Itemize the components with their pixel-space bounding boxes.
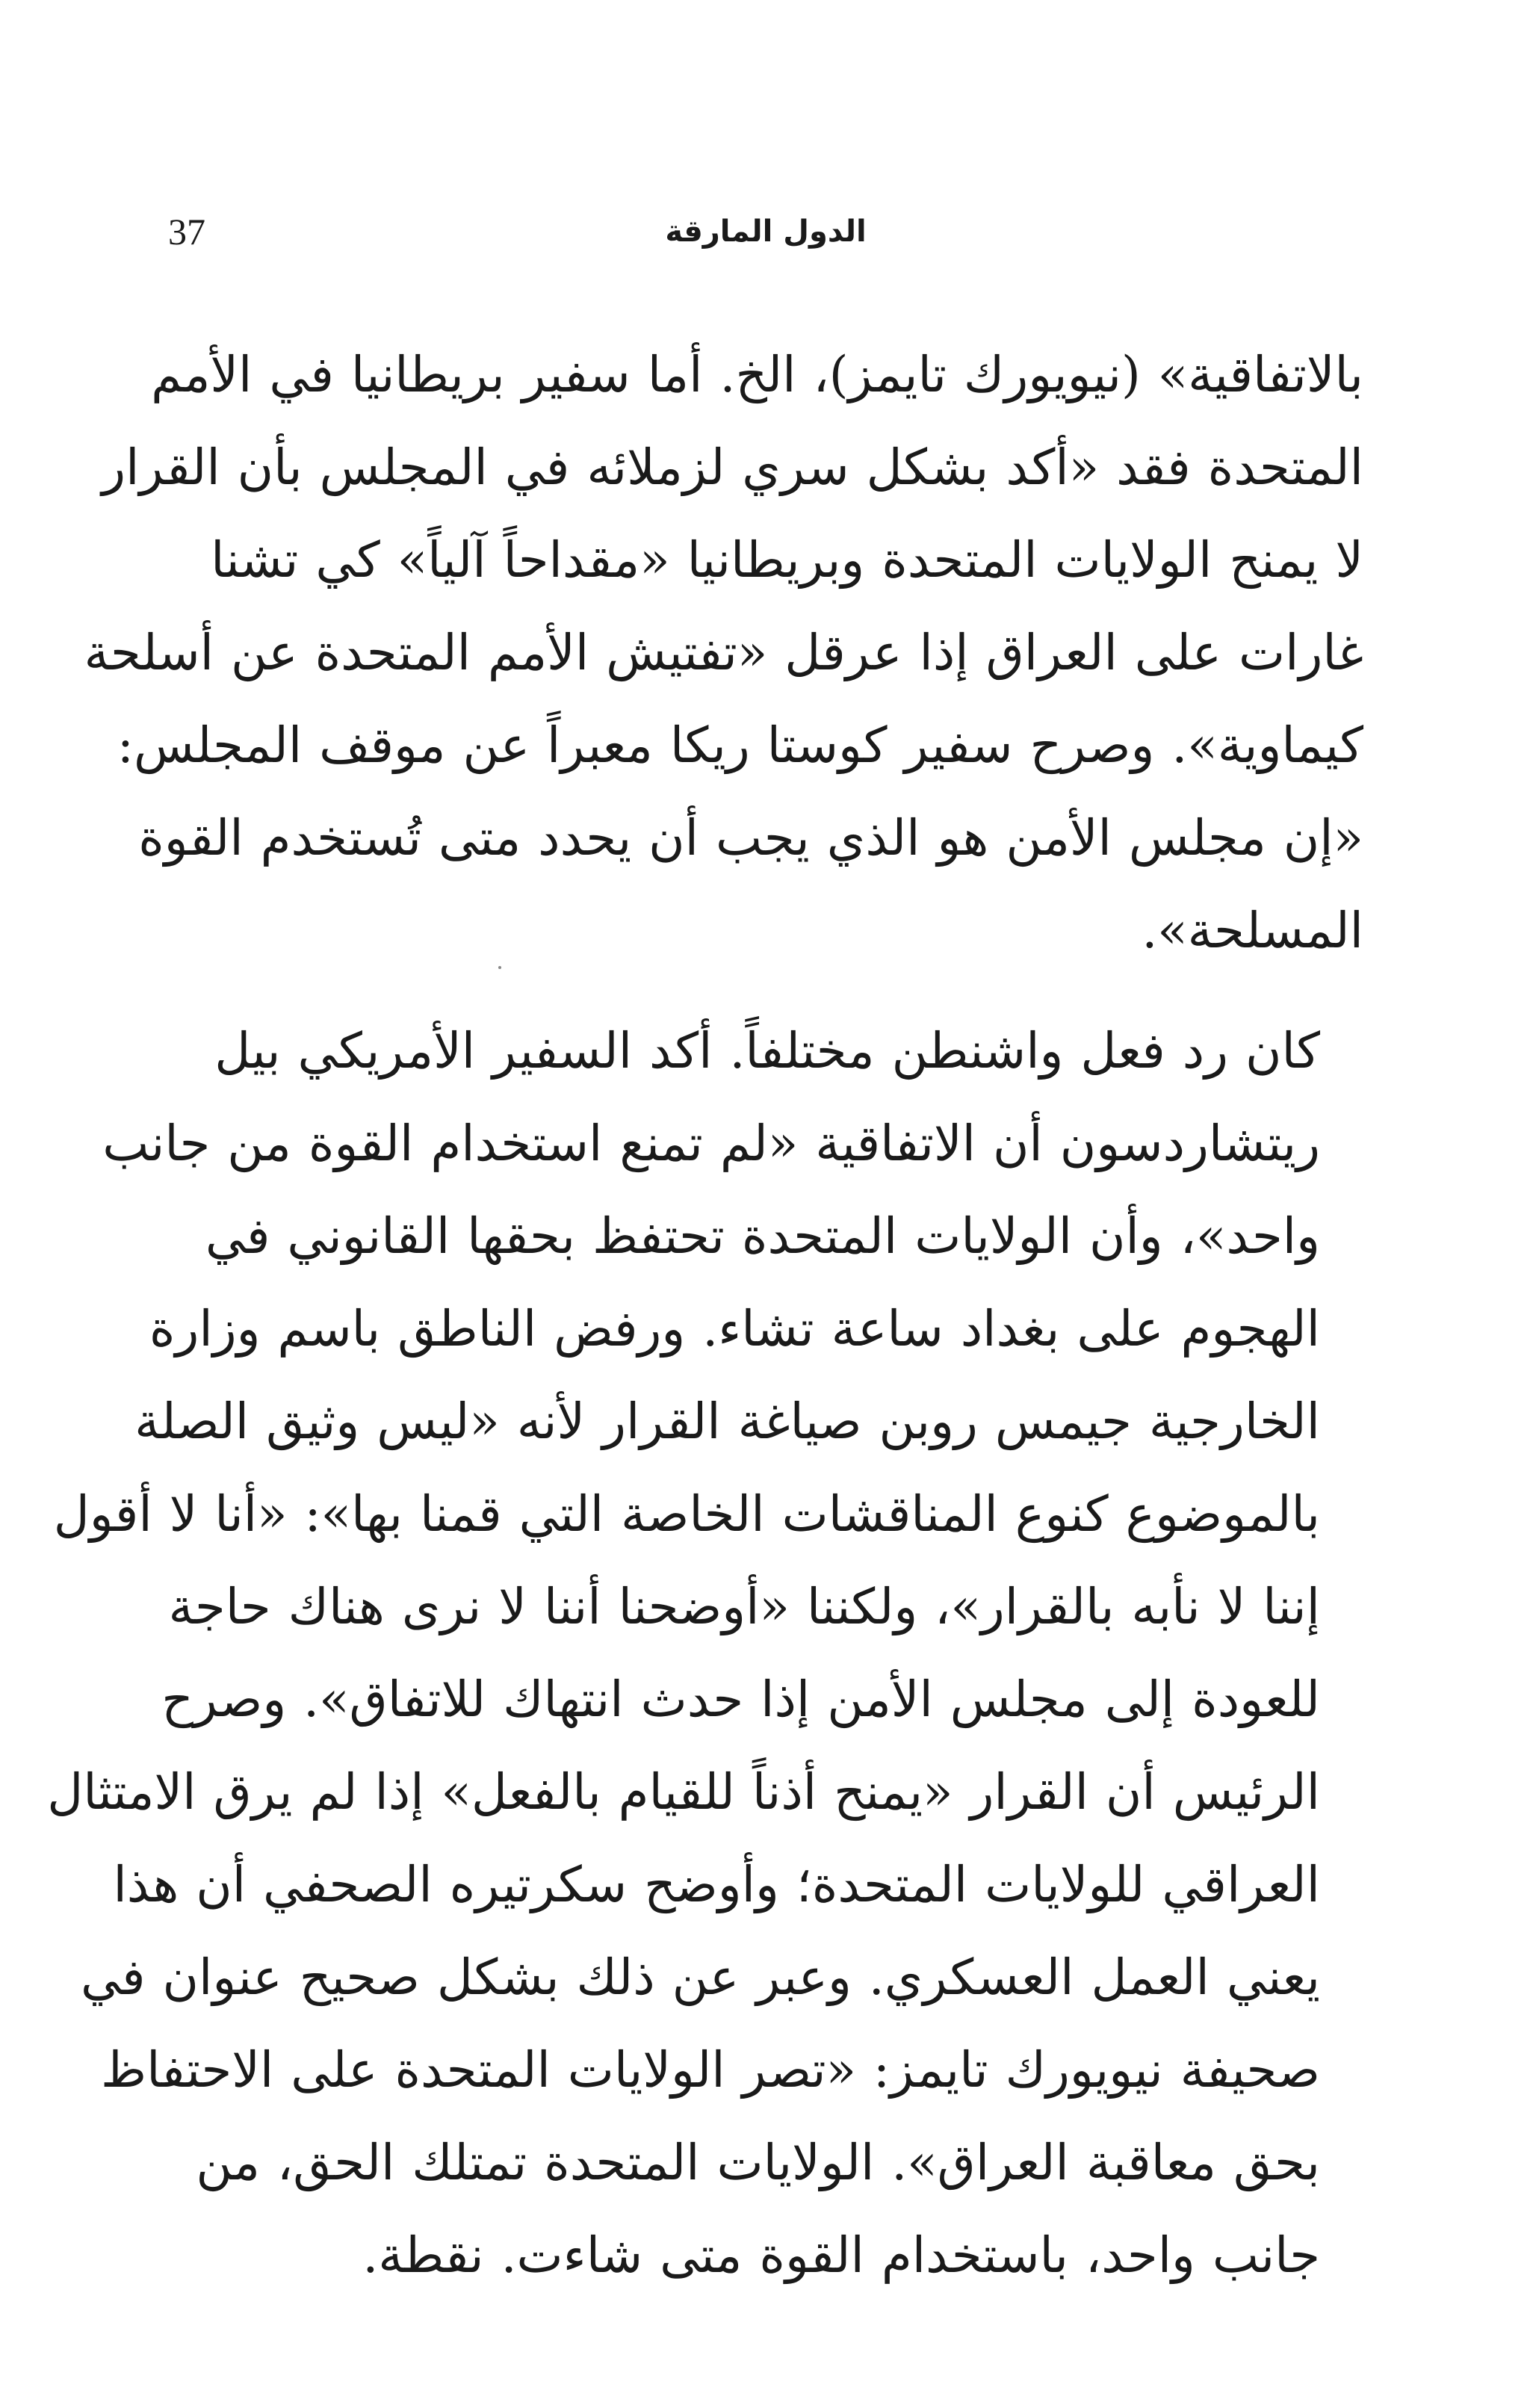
text-line: يعني العمل العسكري. وعبر عن ذلك بشكل صحيح عنوان في [81,1949,1320,2006]
text-line: إننا لا نأبه بالقرار»، ولكننا «أوضحنا أننا لا نرى هناك حاجة [168,1578,1320,1635]
text-line: كيماوية». وصرح سفير كوستا ريكا معبراً عن موقف المجلس: [117,716,1363,774]
text-line: المتحدة فقد «أكد بشكل سري لزملائه في المجلس بأن القرار [102,439,1363,496]
page-header [168,202,1363,261]
text-line: بحق معاقبة العراق». الولايات المتحدة تمتلك الحق، من [196,2134,1320,2191]
text-line: الخارجية جيمس روبن صياغة القرار لأنه «ليس وثيق الصلة [134,1393,1320,1450]
page-number: 37 [168,211,205,253]
text-line: الهجوم على بغداد ساعة تشاء. ورفض الناطق باسم وزارة [149,1300,1320,1358]
text-line: ريتشاردسون أن الاتفاقية «لم تمنع استخدام القوة من جانب [102,1115,1320,1172]
text-line: جانب واحد، باستخدام القوة متى شاءت. نقطة. [362,2226,1320,2284]
text-line: العراقي للولايات المتحدة؛ وأوضح سكرتيره الصحفي أن هذا [113,1856,1320,1913]
paragraph-1 [84,329,1363,977]
paragraph-2 [47,1005,1363,2302]
text-line: بالموضوع كنوع المناقشات الخاصة التي قمنا بها»: «أنا لا أقول [53,1485,1320,1543]
text-line: الرئيس أن القرار «يمنح أذناً للقيام بالفعل» إذا لم يرق الامتثال [47,1763,1320,1821]
running-title: الدول المارقة [665,214,867,249]
text-line: واحد»، وأن الولايات المتحدة تحتفظ بحقها القانوني في [205,1207,1320,1265]
text-line: لا يمنح الولايات المتحدة وبريطانيا «مقداحاً آلياً» كي تشنا [211,531,1363,589]
text-line: كان رد فعل واشنطن مختلفاً. أكد السفير الأمريكي بيل [214,1022,1320,1080]
text-line: غارات على العراق إذا عرقل «تفتيش الأمم المتحدة عن أسلحة [84,624,1363,681]
text-line: بالاتفاقية» (نيويورك تايمز)، الخ. أما سفير بريطانيا في الأمم [151,346,1363,403]
text-line: للعودة إلى مجلس الأمن إذا حدث انتهاك للاتفاق». وصرح [161,1671,1320,1728]
scan-speck [498,966,501,969]
text-line: المسلحة». [1142,902,1363,959]
text-line: صحيفة نيويورك تايمز: «تصر الولايات المتحدة على الاحتفاظ [101,2041,1320,2099]
text-line: «إن مجلس الأمن هو الذي يجب أن يحدد متى تُستخدم القوة [138,809,1363,867]
